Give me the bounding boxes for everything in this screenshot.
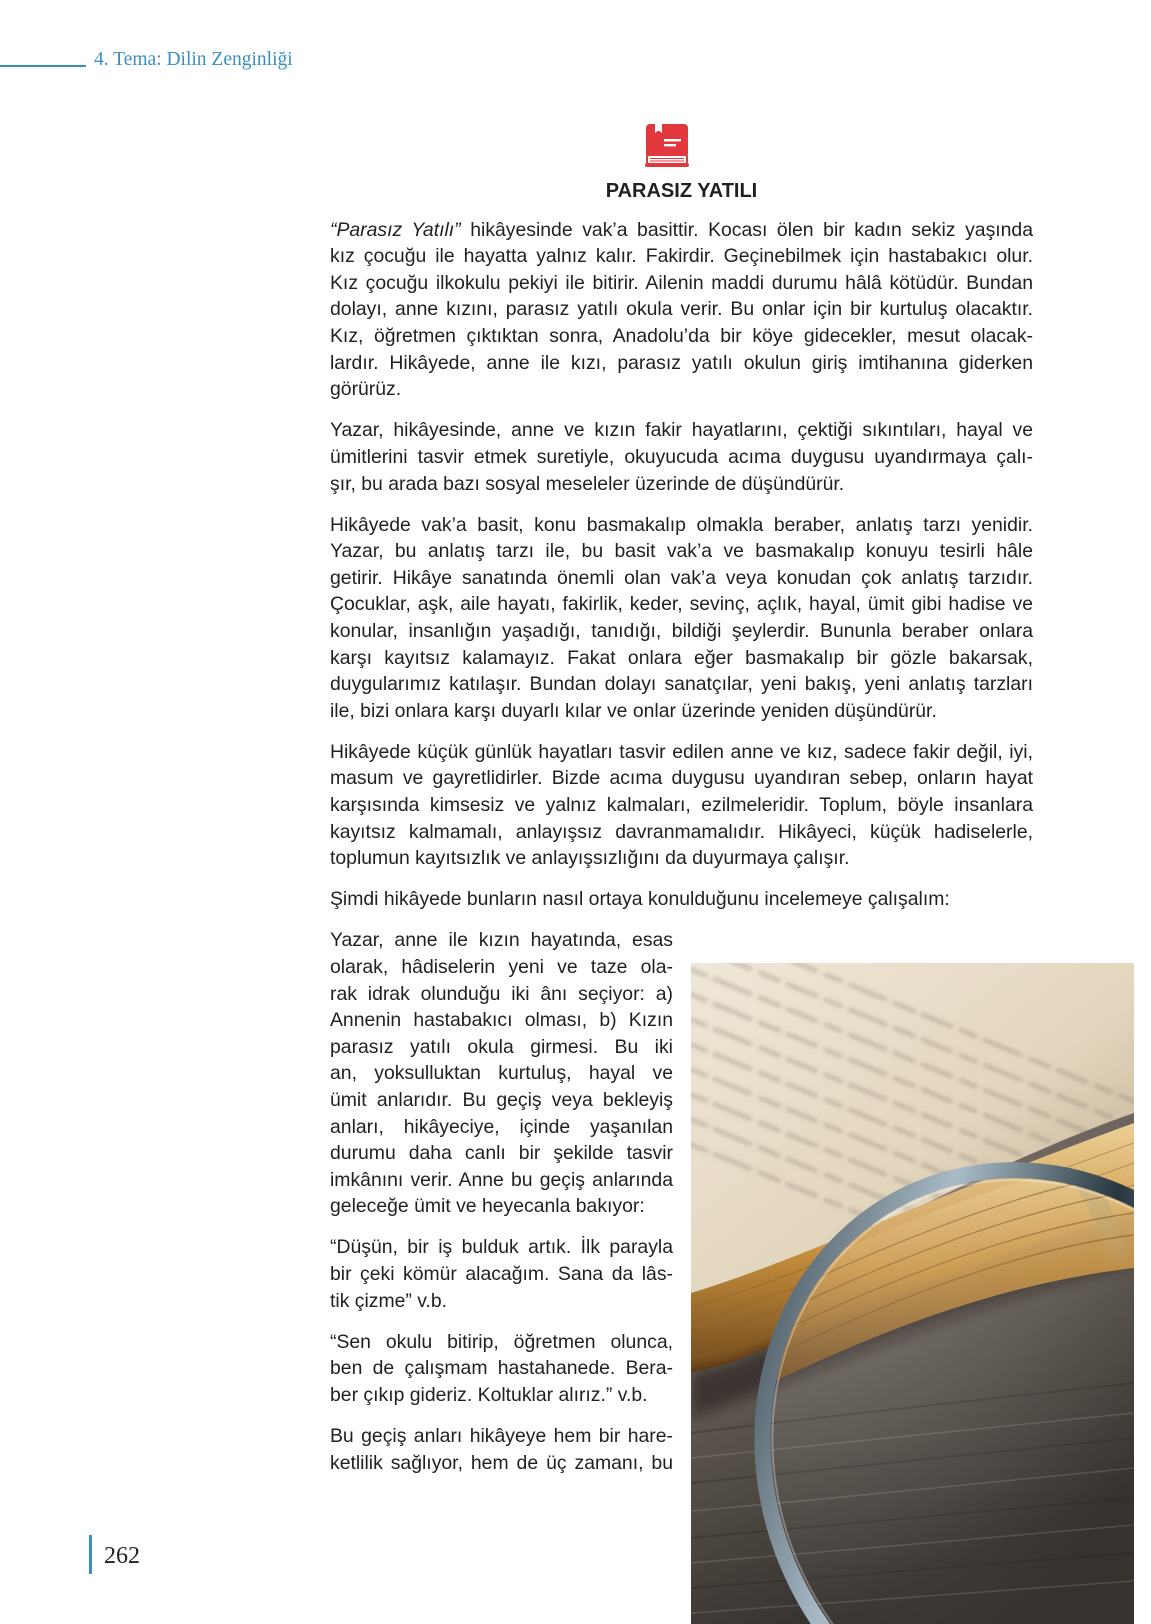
text-line: görürüz. [330,378,402,401]
text-line: ümit anlarıdır. Bu geçiş veya bekleyiş [330,1089,673,1111]
paragraph [330,417,1033,497]
text-line: anları, hikâyeciye, içinde yaşanılan [330,1115,673,1138]
text-line: kız çocuğu ile hayatta yalnız kalır. Fakirdir. Geçinebilmek için hastabakıcı olur. [330,245,1033,268]
text-line: durumu daha canlı bir şekilde tasvir [330,1142,673,1165]
text-line: “Düşün, bir iş bulduk artık. İlk parayla [330,1236,673,1259]
text-line: kayıtsız kalmamalı, anlayışsız davranmamalıdır. Hikâyeci, küçük hadiselerle, [330,820,1033,843]
text-line: getirir. Hikâye sanatında önemli olan vak’a veya konudan çok anlatış tarzıdır. [330,566,1033,589]
book-icon [642,122,692,168]
paragraph [330,739,1033,872]
text-line: olarak, hâdiselerin yeni ve taze ola- [330,956,673,979]
text-line: Çocuklar, aşk, aile hayatı, fakirlik, keder, sevinç, açlık, hayal, ümit gibi hadise ve [330,593,1033,616]
text-line: ketlilik sağlıyor, hem de üç zamanı, bu [330,1451,673,1474]
text-line: Hikâyede küçük günlük hayatları tasvir edilen anne ve kız, sadece fakir değil, iyi, [330,740,1033,763]
text-line: Kız, öğretmen çıktıktan sonra, Anadolu’da bir köye gidecekler, mesut olacak- [330,325,1033,348]
text-line: masum ve gayretlidirler. Bizde acıma duygusu uyandıran sebep, onların hayat [330,767,1033,790]
text-line: dolayı, anne kızını, parasız yatılı okula verir. Bu onlar için bir kurtuluş olacaktır. [330,298,1033,321]
paragraph [330,886,1033,913]
section-title: PARASIZ YATILI [605,180,758,202]
text-line: Yazar, hikâyesinde, anne ve kızın fakir hayatlarını, çektiği sıkıntıları, hayal ve [330,419,1033,442]
text-line: Yazar, bu anlatış tarzı ile, bu basit vak’a ve basmakalıp konuyu tesirli hâle [330,540,1033,563]
text-line: ben de çalışmam hastahanede. Bera- [330,1357,673,1380]
text-line: şır, bu arada bazı sosyal meseleler üzerinde de düşündürür. [330,472,845,495]
text-line: duygularımız katılaşır. Bundan dolayı sanatçılar, yeni bakış, yeni anlatış tarzları [330,673,1033,696]
text-line: parasız yatılı okula girmesi. Bu iki [330,1035,673,1058]
text-line: Yazar, anne ile kızın hayatında, esas [330,929,673,952]
text-line: tik çizme” v.b. [330,1289,448,1312]
story-title-italic: “Parasız Yatılı” [330,218,461,241]
column-paragraph [330,927,673,1220]
text-line: an, yoksulluktan kurtuluş, hayal ve [330,1062,673,1085]
magnifying-glass-book-photo [691,963,1134,1624]
text-line: karşı kayıtsız kalamayız. Fakat onlara eğer basmakalıp bir gözle bakarsak, [330,646,1033,669]
text-line [330,217,1033,244]
chapter-header: 4. Tema: Dilin Zenginliği [94,49,293,70]
paragraph [330,217,1033,403]
text-line: “Sen okulu bitirip, öğretmen olunca, [330,1330,673,1353]
text-line: lardır. Hikâyede, anne ile kızı, parasız yatılı okulun giriş imtihanına giderken [330,351,1033,374]
text-line: Kız çocuğu ilkokulu pekiyi ile bitirir. Ailenin maddi durumu hâlâ kötüdür. Bundan [330,271,1033,294]
text-line: karşısında kimsesiz ve yalnız kalmaları, ezilmeleridir. Toplum, böyle insanlara [330,794,1033,817]
header-rule [0,65,86,67]
text-line: Hikâyede vak’a basit, konu basmakalıp olmakla beraber, anlatış tarzı yenidir. [330,513,1033,536]
text-line: Annenin hastabakıcı olması, b) Kızın [330,1009,673,1032]
text-line: ber çıkıp gideriz. Koltuklar alırız.” v.b. [330,1383,648,1406]
column-paragraph [330,1423,673,1476]
page-number: 262 [104,1543,140,1569]
text-line: Şimdi hikâyede bunların nasıl ortaya konulduğunu incelemeye çalışalım: [330,888,950,911]
text-line: bir çeki kömür alacağım. Sana da lâs- [330,1263,673,1286]
text-line: toplumun kayıtsızlık ve anlayışsızlığını da duyurmaya çalışır. [330,847,850,870]
text-segment: hikâyesinde vak’a basittir. Kocası ölen bir kadın sekiz yaşında [460,218,1034,241]
quote-paragraph [330,1329,673,1409]
text-line: ümitlerini tasvir etmek suretiyle, okuyucuda acıma duygusu uyandırmaya çalı- [330,445,1033,468]
page-number-bar [89,1535,92,1574]
paragraph [330,512,1033,725]
text-line: imkânını verir. Anne bu geçiş anlarında [330,1168,673,1191]
text-line: konular, insanlığın yaşadığı, tanıdığı, bildiği şeylerdir. Bununla beraber onlara [330,620,1033,642]
text-line: ile, bizi onlara karşı duyarlı kılar ve onlar üzerinde yeniden düşündürür. [330,699,937,722]
text-line: rak idrak olunduğu iki ânı seçiyor: a) [330,982,673,1005]
text-line: geleceğe ümit ve heyecanla bakıyor: [330,1195,645,1218]
quote-paragraph [330,1234,673,1314]
text-line: Bu geçiş anları hikâyeye hem bir hare- [330,1425,673,1448]
